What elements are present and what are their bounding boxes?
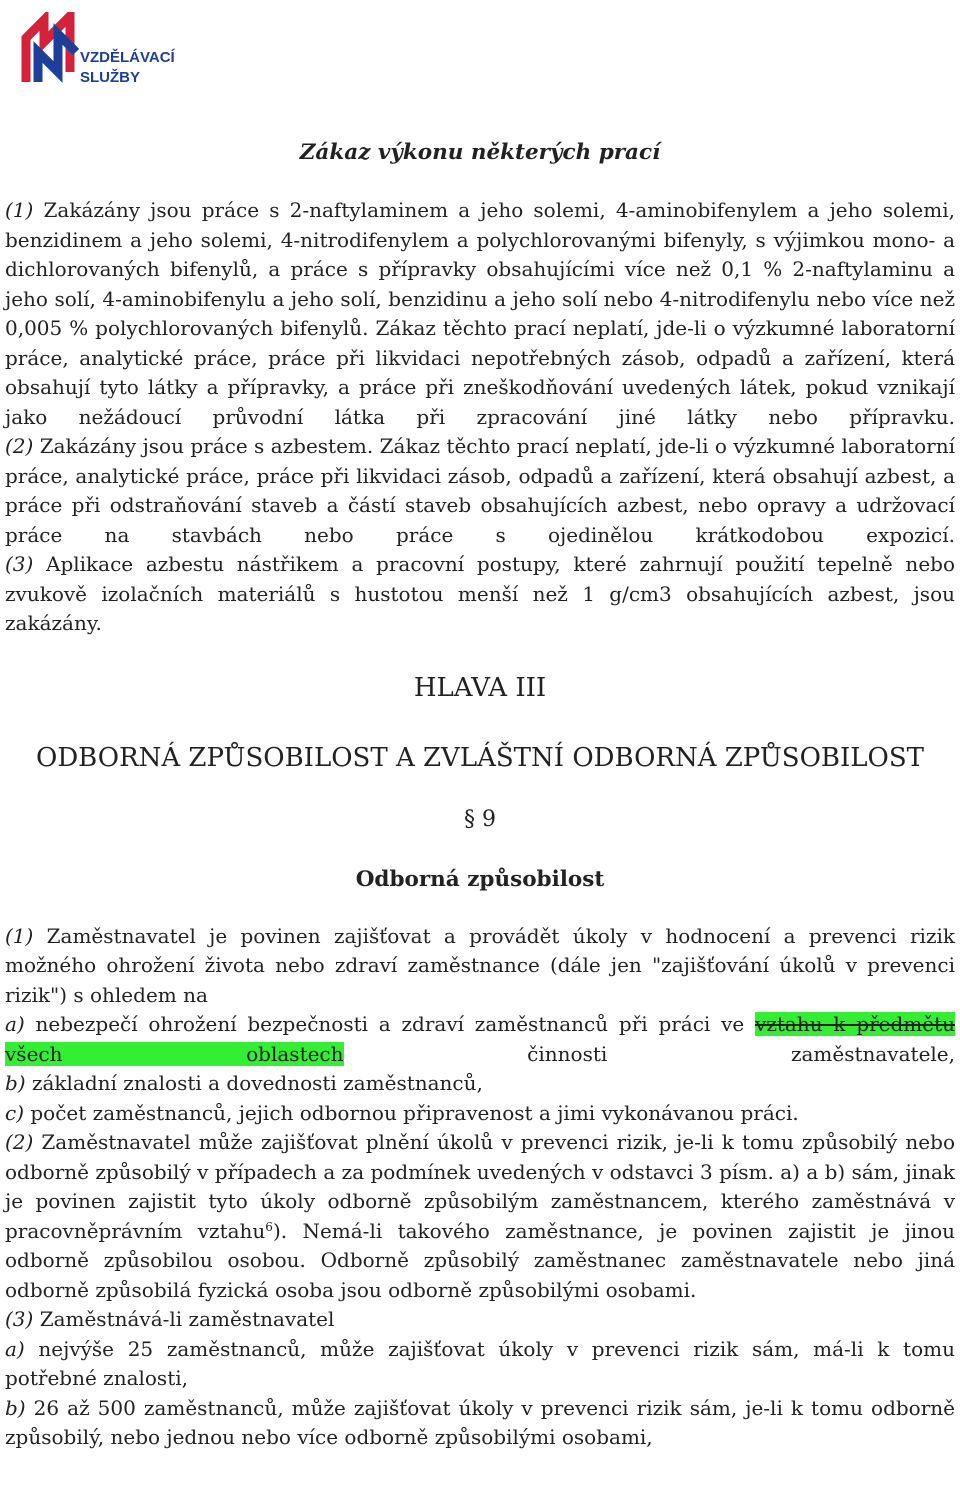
chapter-title: ODBORNÁ ZPŮSOBILOST A ZVLÁŠTNÍ ODBORNÁ ZPŮSOBILOST [36, 742, 924, 773]
item-letter: b) [5, 1395, 34, 1420]
logo-line1: VZDĚLÁVACÍ [80, 49, 175, 66]
subsection-3b [5, 1394, 955, 1453]
paragraph-number: (2) [5, 434, 40, 458]
paragraph-text: Zaměstnává-li zaměstnavatel [39, 1307, 335, 1331]
section-title: Zákaz výkonu některých prací [299, 140, 661, 165]
vzdelavaci-sluzby-logo [14, 12, 184, 90]
subsection-1 [5, 922, 955, 1011]
item-letter: a) [5, 1336, 39, 1361]
paragraph-1 [5, 196, 955, 432]
item-text: základní znalosti a dovednosti zaměstnanců, [31, 1071, 483, 1095]
paragraph-number: (1) [5, 198, 44, 222]
item-text: 26 až 500 zaměstnanců, může zajišťovat úkoly v prevenci rizik sám, je-li k tomu odborně způsobilý, nebo jednou nebo více odborně způsobilými osobami, [5, 1395, 956, 1449]
logo-red-stroke [26, 16, 70, 82]
item-text-end: činnosti zaměstnavatele, [343, 1041, 955, 1066]
item-text: nejvýše 25 zaměstnanců, může zajišťovat úkoly v prevenci rizik sám, má-li k tomu potřebné znalosti, [5, 1336, 955, 1390]
subsection-3 [5, 1305, 955, 1335]
paragraph-text: Zaměstnavatel může zajišťovat plnění úkolů v prevenci rizik, je-li k tomu způsobilý nebo odborně způsobilý v případech a za podmínek uvedených v odstavci 3 písm. a) a b) sám, jinak je povinen zajistit tyto úkoly odborně způsobilým zaměstnancem, kterého zaměstnává v pracovněprávním vztahu [5, 1130, 955, 1243]
chapter-heading: HLAVA III [413, 672, 547, 703]
paragraph-text: Zaměstnavatel je povinen zajišťovat a provádět úkoly v hodnocení a prevenci rizik možného ohrožení života nebo zdraví zaměstnance (dále jen "zajišťování úkolů v prevenci rizik") s ohledem na [5, 923, 956, 1007]
item-letter: b) [5, 1071, 32, 1095]
highlighted-text: všech oblastech [5, 1041, 344, 1066]
section-subtitle: Odborná způsobilost [355, 866, 605, 892]
paragraph-number: (1) [5, 923, 47, 948]
subsection-1c [5, 1099, 955, 1129]
paragraph-3 [5, 550, 955, 639]
paragraph-text: Aplikace azbestu nástřikem a pracovní postupy, které zahrnují použití tepelně nebo zvukově izolačních materiálů s hustotou menší než 1 g/cm3 obsahujících azbest, jsou zakázány. [5, 552, 955, 635]
paragraph-text: Zakázány jsou práce s 2-naftylaminem a jeho solemi, 4-aminobifenylem a jeho solemi, benzidinem a jeho solemi, 4-nitrodifenylem a polychlorovanými bifenyly, s výjimkou mono- a dichlorovaných bifenylů, a práce s přípravky obsahujícími více než 0,1 % 2-naftylaminu a jeho solí, 4-aminobifenylu a jeho solí, benzidinu a jeho solí nebo 4-nitrodifenylu nebo více než 0,005 % polychlorovaných bifenylů. Zákaz těchto prací neplatí, jde-li o výzkumné laboratorní práce, analytické práce, práce při likvidaci nepotřebných zásob, odpadů a zařízení, která obsahují tyto látky a přípravky, a práce při zneškodňování uvedených látek, pokud vznikají jako nežádoucí průvodní látka při zpracování jiné látky nebo přípravku. [5, 198, 955, 429]
subsection-2 [5, 1128, 955, 1305]
logo-line2: SLUŽBY [80, 69, 140, 86]
subsection-1a [5, 1010, 955, 1069]
item-text: počet zaměstnanců, jejich odbornou připravenost a jimi vykonávanou práci. [30, 1100, 799, 1125]
document-body [5, 138, 955, 1453]
footnote-ref: 6 [265, 1219, 273, 1234]
item-text: nebezpečí ohrožení bezpečnosti a zdraví zaměstnanců při práci ve [35, 1012, 756, 1036]
item-letter: a) [5, 1012, 36, 1036]
paragraph-number: (3) [5, 1307, 40, 1331]
struck-text: vztahu k předmětu [755, 1012, 955, 1036]
paragraph-number: (3) [5, 552, 47, 576]
subsection-1b [5, 1069, 955, 1099]
subsection-3a [5, 1335, 955, 1394]
item-letter: c) [5, 1100, 31, 1125]
paragraph-text-end: ). Nemá-li takového zaměstnance, je povinen zajistit je jinou odborně způsobilou osobou. Odborně způsobilý zaměstnanec zaměstnavatele nebo jiná odborně způsobilá fyzická osoba jsou odborně způsobilými osobami. [5, 1218, 955, 1302]
paragraph-text: Zakázány jsou práce s azbestem. Zákaz těchto prací neplatí, jde-li o výzkumné laboratorní práce, analytické práce, práce při likvidaci zásob, odpadů a zařízení, která obsahují azbest, a práce při odstraňování staveb a částí staveb obsahujících azbest, nebo opravy a udržovací práce na stavbách nebo práce s ojedinělou krátkodobou expozicí. [5, 434, 956, 547]
section-number: § 9 [464, 806, 496, 832]
paragraph-2 [5, 432, 955, 550]
paragraph-number: (2) [5, 1130, 42, 1154]
